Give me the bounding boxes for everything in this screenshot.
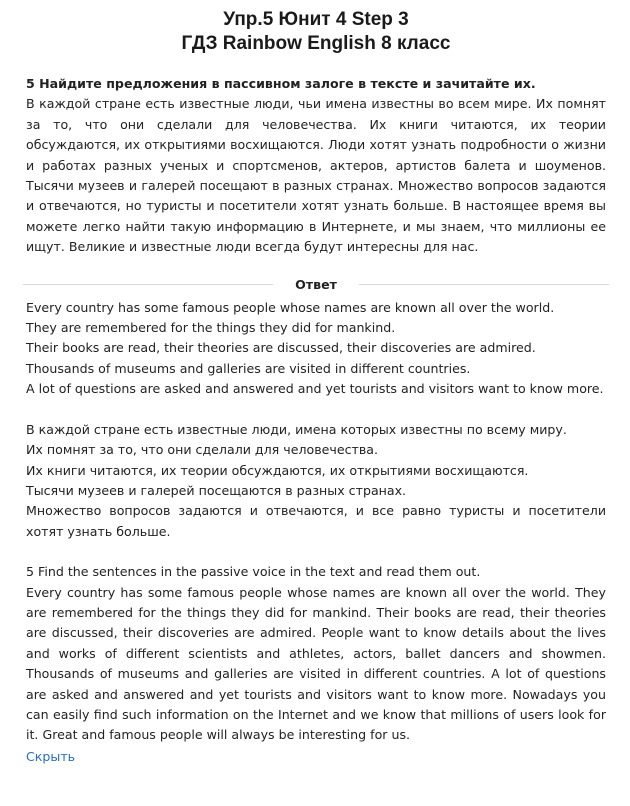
task-heading: 5 Найдите предложения в пассивном залоге в тексте и зачитайте их. xyxy=(26,76,536,91)
answer-en-sentence-3: Their books are read, their theories are discussed, their discoveries are admired. xyxy=(26,340,536,356)
translation-heading: 5 Find the sentences in the passive voice in the text and read them out. xyxy=(26,564,481,580)
task-text: В каждой стране есть известные люди, чьи имена известны во всем мире. Их помнят за то, что они сделали для человечества. Их книги читаются, их теории обсуждаются, их открытиями восхищаются. Люди хотят узнать подробности о жизни и работах разных ученых и спортсменов, актеров, артистов балета и шоуменов. Тысячи музеев и галерей посещают в разных странах. Множество вопросов задаются и отвечаются, но туристы и посетители хотят узнать больше. В настоящее время вы можете легко найти такую информацию в Интернете, и мы знаем, что миллионы ее ищут. Великие и известные люди всегда будут интересны для нас. xyxy=(26,96,606,255)
answer-ru-sentence-3: Их книги читаются, их теории обсуждаются, их открытиями восхищаются. xyxy=(26,462,529,478)
divider-line-left xyxy=(23,284,273,285)
answer-ru-sentence-2: Их помнят за то, что они сделали для человечества. xyxy=(26,442,378,458)
divider-line-right xyxy=(359,284,609,285)
translation-text: Every country has some famous people whose names are known all over the world. They are remembered for the things they did for mankind. Their books are read, their theories are discussed, their discoveries are admired. People want to know details about the lives and works of different scientists and athletes, actors, ballet dancers and showmen. Thousands of museums and galleries are visited in different countries. A lot of questions are asked and answered and yet tourists and visitors want to know more. Nowadays you can easily find such information on the Internet and we know that millions of users look for it. Great and famous people will always be interesting for us. xyxy=(26,584,606,743)
answer-ru-sentence-5: Множество вопросов задаются и отвечаются, и все равно туристы и посетители хотят узнать больше. xyxy=(26,503,606,539)
answer-english-block xyxy=(26,298,606,400)
hide-answer-link[interactable]: Скрыть xyxy=(26,748,76,764)
spacer xyxy=(26,542,606,562)
answer-label: Ответ xyxy=(295,276,337,292)
answer-en-sentence-1: Every country has some famous people whose names are known all over the world. xyxy=(26,299,555,315)
answer-en-sentence-4: Thousands of museums and galleries are visited in different countries. xyxy=(26,360,471,376)
title-line-1: Упр.5 Юнит 4 Step 3 xyxy=(223,9,409,30)
task-block xyxy=(26,74,606,258)
answer-en-sentence-5: A lot of questions are asked and answered and yet tourists and visitors want to know more. xyxy=(26,381,604,397)
title-line-2: ГДЗ Rainbow English 8 класс xyxy=(181,33,451,54)
answer-ru-sentence-1: В каждой стране есть известные люди, имена которых известны по всему миру. xyxy=(26,421,567,437)
translation-block xyxy=(26,562,606,746)
answer-en-sentence-2: They are remembered for the things they did for mankind. xyxy=(26,320,396,336)
answer-divider xyxy=(23,277,609,292)
answer-ru-sentence-4: Тысячи музеев и галерей посещаются в разных странах. xyxy=(26,482,407,498)
answer-russian-block xyxy=(26,420,606,542)
page-title xyxy=(26,8,606,56)
spacer xyxy=(26,400,606,420)
